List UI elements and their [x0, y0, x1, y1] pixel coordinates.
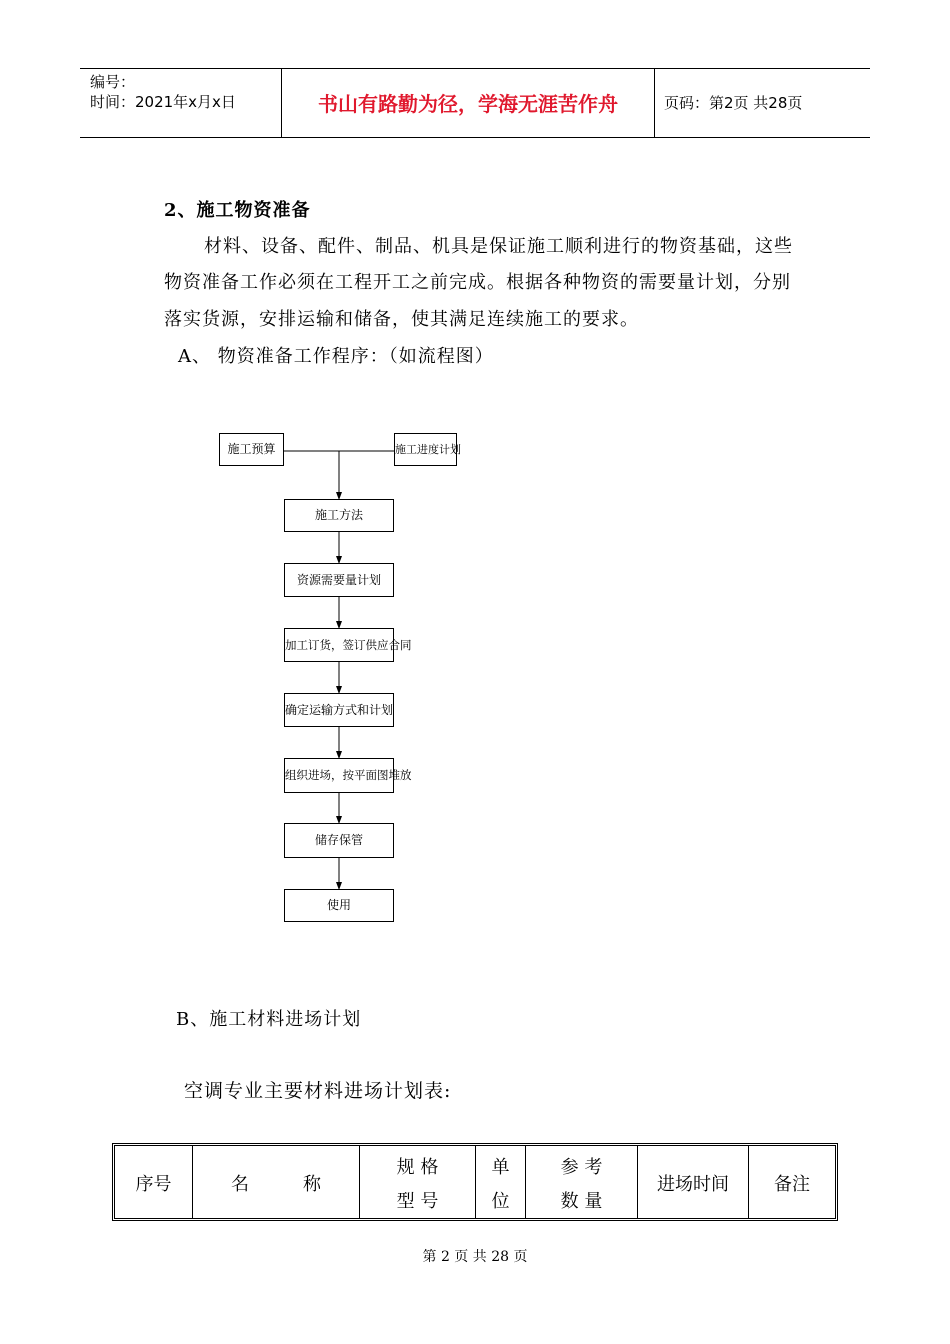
- table-header-spec: [360, 1146, 476, 1218]
- header-motto: 书山有路勤为径，学海无涯苦作舟: [282, 69, 655, 137]
- paragraph-line-2: 物资准备工作必须在工程开工之前完成。根据各种物资的需要量计划，分别: [164, 272, 791, 293]
- page-footer: 第 2 页 共 28 页: [422, 1249, 528, 1265]
- flow-box-step-4: 确定运输方式和计划: [284, 693, 394, 727]
- table-header-remarks: [749, 1146, 835, 1218]
- doc-number-label: 编号：: [90, 73, 136, 91]
- table-caption: 空调专业主要材料进场计划表:: [184, 1080, 452, 1102]
- flow-box-step-7: 使用: [284, 889, 394, 922]
- flow-box-step-3: 加工订货，签订供应合同: [284, 628, 394, 662]
- flow-box-step-5: 组织进场，按平面图堆放: [284, 758, 394, 793]
- header-text: 进场时间: [657, 1174, 729, 1195]
- table-header-unit: [476, 1146, 526, 1218]
- table-header-index: [115, 1146, 193, 1218]
- flow-box-step-2: 资源需要量计划: [284, 563, 394, 597]
- flow-box-schedule-plan: 施工进度计划: [394, 433, 457, 466]
- section-title: 2、施工物资准备: [164, 200, 311, 221]
- header-text-line-1: 规 格: [396, 1157, 439, 1178]
- header-page-label: 页码：第2页 共28页: [664, 94, 803, 112]
- header-text: 名 称: [231, 1174, 321, 1195]
- flow-box-construction-budget: 施工预算: [219, 433, 284, 466]
- header-text-line-1: 单: [491, 1157, 510, 1178]
- subsection-a: A、 物资准备工作程序：（如流程图）: [178, 346, 494, 367]
- header-text: 序号: [135, 1174, 172, 1195]
- subsection-b: B、施工材料进场计划: [176, 1009, 362, 1030]
- flow-box-step-6: 储存保管: [284, 823, 394, 858]
- header-text-line-2: 型 号: [396, 1191, 439, 1212]
- table-header-quantity: [526, 1146, 638, 1218]
- header-text-line-2: 位: [491, 1191, 510, 1212]
- header-text-line-2: 数 量: [560, 1191, 603, 1212]
- material-plan-table: [112, 1143, 838, 1221]
- paragraph-line-1: 材料、设备、配件、制品、机具是保证施工顺利进行的物资基础，这些: [204, 236, 793, 257]
- flow-box-step-1: 施工方法: [284, 499, 394, 532]
- table-header-entry-time: [638, 1146, 749, 1218]
- header-text-line-1: 参 考: [560, 1157, 603, 1178]
- date-label: 时间：2021年x月x日: [90, 93, 236, 111]
- table-header-name: [193, 1146, 360, 1218]
- header-text: 备注: [774, 1174, 810, 1195]
- paragraph-line-3: 落实货源，安排运输和储备，使其满足连续施工的要求。: [164, 309, 639, 330]
